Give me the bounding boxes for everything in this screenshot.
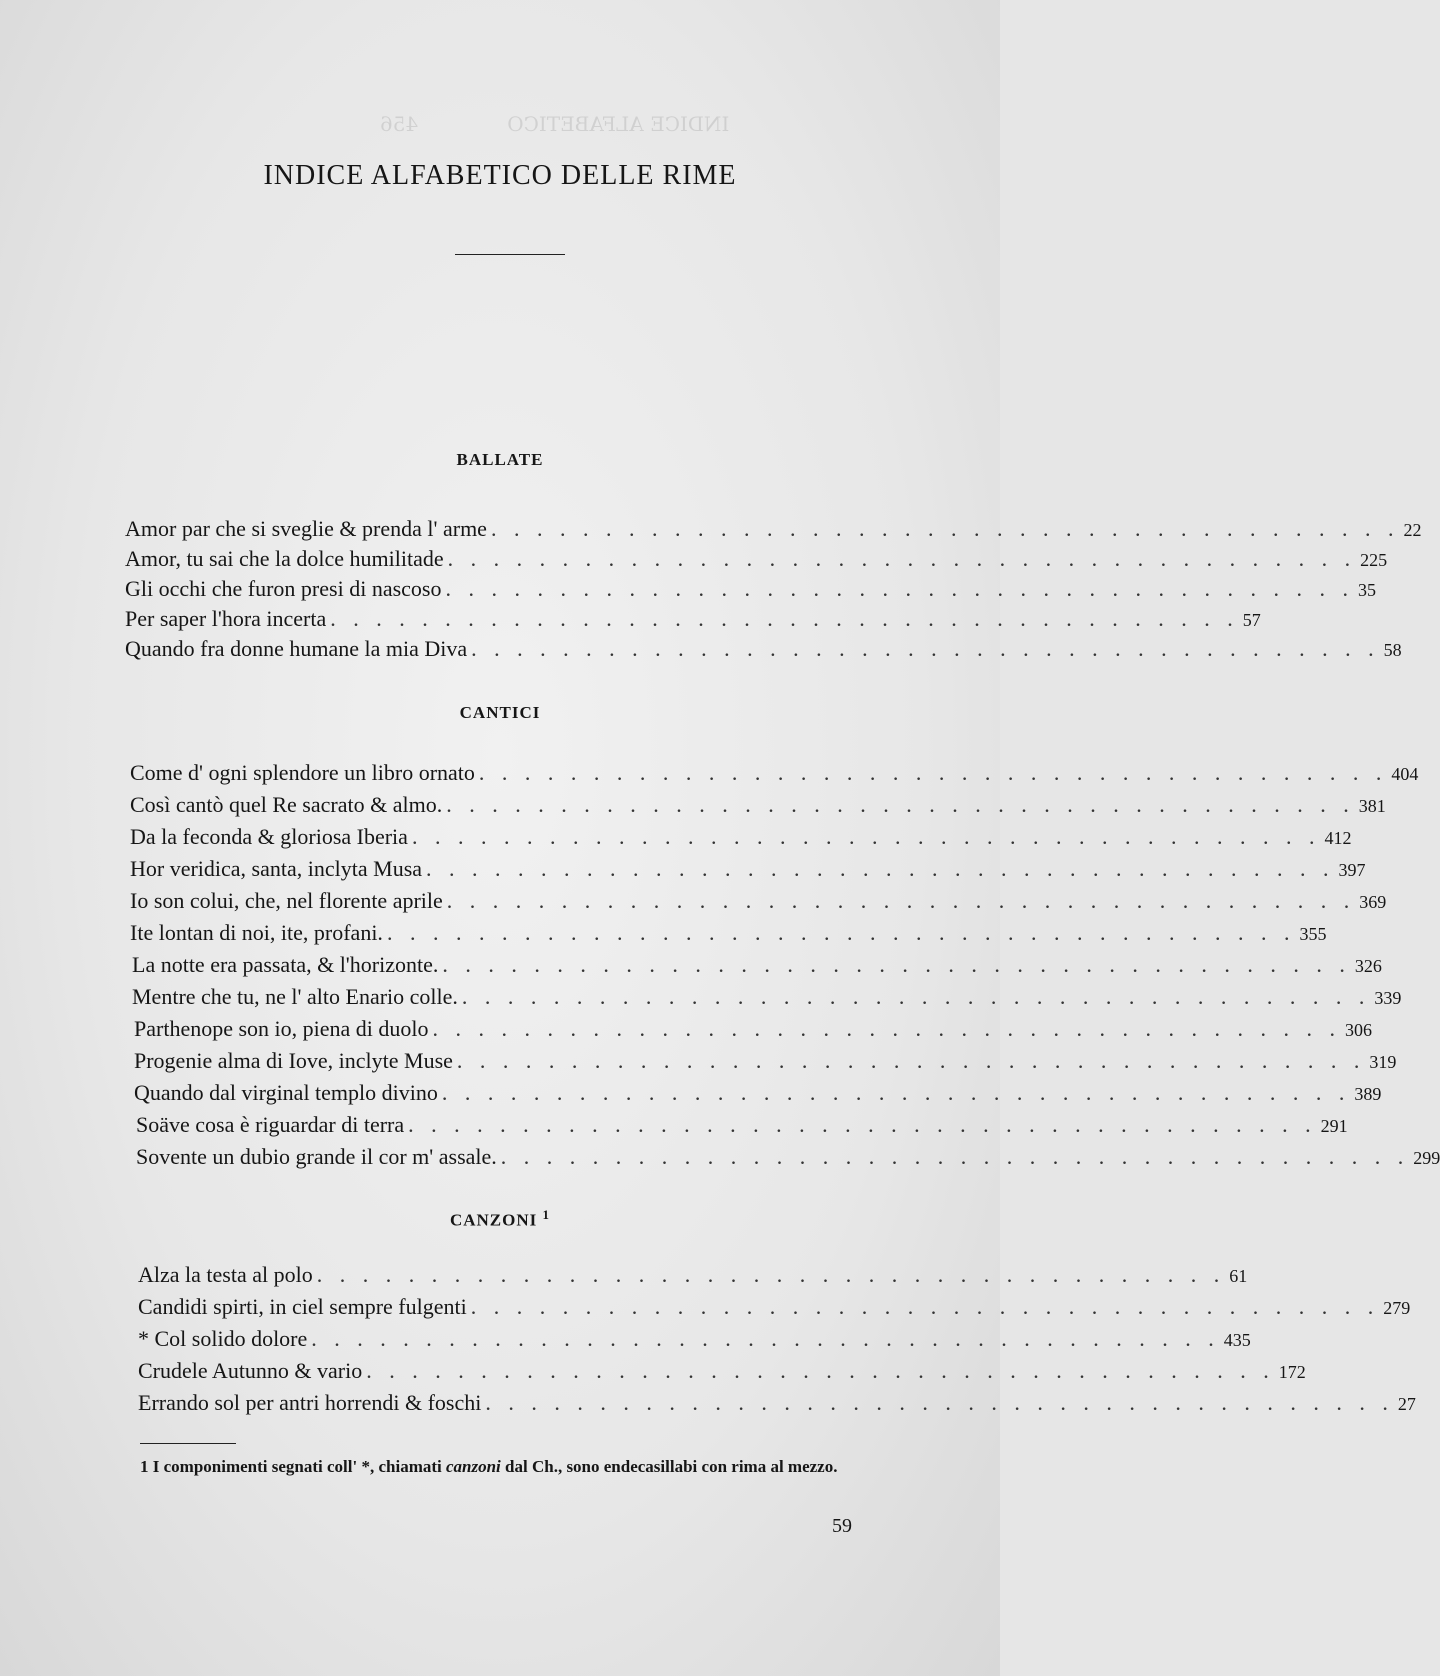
section-heading-cantici: CANTICI <box>459 703 541 722</box>
dot-leader: . . . . . . . . . . . . . . . . . . . . . . . . . . . . . . . . . . . . . . . . <box>445 576 1354 601</box>
index-entry <box>134 1016 1373 1042</box>
dot-leader: . . . . . . . . . . . . . . . . . . . . . . . . . . . . . . . . . . . . . . . . <box>461 984 1371 1009</box>
dot-leader: . . . . . . . . . . . . . . . . . . . . . . . . . . . . . . . . . . . . . . . . <box>446 792 1355 817</box>
page-title: INDICE ALFABETICO DELLE RIME <box>263 160 737 191</box>
entry-title: Errando sol per antri horrendi & foschi <box>138 1390 482 1415</box>
section-heading-canzoni <box>0 1207 1000 1231</box>
index-entry <box>125 546 1388 572</box>
dot-leader: . . . . . . . . . . . . . . . . . . . . . . . . . . . . . . . . . . . . . . . . <box>447 546 1357 571</box>
index-entry <box>138 1390 1416 1416</box>
entry-page: 57 <box>1242 610 1261 630</box>
entry-title: Hor veridica, santa, inclyta Musa <box>130 856 423 881</box>
entry-title: Alza la testa al polo <box>138 1262 313 1287</box>
entry-page: 27 <box>1397 1394 1416 1414</box>
entry-page: 355 <box>1299 924 1327 944</box>
entry-title: Gli occhi che furon presi di nascoso <box>125 576 442 601</box>
footnote-text-after: dal Ch., sono endecasillabi con rima al mezzo. <box>505 1457 838 1476</box>
entry-page: 326 <box>1354 956 1382 976</box>
footnote-rule <box>140 1443 236 1444</box>
footnote-marker: 1 <box>542 1207 551 1222</box>
index-entry <box>130 920 1327 946</box>
dot-leader: . . . . . . . . . . . . . . . . . . . . . . . . . . . . . . . . . . . . . . . . <box>470 1294 1380 1319</box>
entry-title: Così cantò quel Re sacrato & almo. <box>130 792 443 817</box>
dot-leader: . . . . . . . . . . . . . . . . . . . . . . . . . . . . . . . . . . . . . . . . <box>426 856 1335 881</box>
entry-title: Mentre che tu, ne l' alto Enario colle. <box>132 984 458 1009</box>
entry-title: Quando fra donne humane la mia Diva <box>125 636 468 661</box>
dot-leader: . . . . . . . . . . . . . . . . . . . . . . . . . . . . . . . . . . . . . . . . <box>408 1112 1317 1137</box>
entry-title: Soäve cosa è riguardar di terra <box>136 1112 405 1137</box>
entry-page: 225 <box>1360 550 1388 570</box>
entry-title: Come d' ogni splendore un libro ornato <box>130 760 475 785</box>
index-entry <box>130 856 1366 882</box>
page-number: 59 <box>832 1515 852 1537</box>
entry-title: Io son colui, che, nel florente aprile <box>130 888 443 913</box>
index-entry <box>132 952 1382 978</box>
dot-leader: . . . . . . . . . . . . . . . . . . . . . . . . . . . . . . . . . . . . . . . . <box>500 1144 1410 1169</box>
index-entry <box>136 1112 1348 1138</box>
footnote-italic-term: canzoni <box>445 1457 501 1476</box>
index-entry <box>132 984 1402 1010</box>
entry-page: 404 <box>1391 764 1419 784</box>
dot-leader: . . . . . . . . . . . . . . . . . . . . . . . . . . . . . . . . . . . . . . . . <box>432 1016 1342 1041</box>
entry-title: Da la feconda & gloriosa Iberia <box>130 824 408 849</box>
entry-page: 369 <box>1359 892 1387 912</box>
index-entry <box>138 1294 1411 1320</box>
entry-page: 279 <box>1383 1298 1411 1318</box>
entry-page: 381 <box>1358 796 1386 816</box>
index-entry <box>138 1262 1248 1288</box>
entry-page: 319 <box>1369 1052 1397 1072</box>
section-heading-text: CANZONI <box>449 1210 538 1230</box>
index-entry <box>130 792 1386 818</box>
entry-page: 389 <box>1354 1084 1382 1104</box>
entry-page: 435 <box>1223 1330 1251 1350</box>
footnote <box>140 1452 920 1482</box>
entry-title: Sovente un dubio grande il cor m' assale. <box>136 1144 497 1169</box>
bleed-through: INDICE ALFABETICO 456 <box>380 112 730 136</box>
dot-leader: . . . . . . . . . . . . . . . . . . . . . . . . . . . . . . . . . . . . . . . . <box>386 920 1296 945</box>
entry-title: Ite lontan di noi, ite, profani. <box>130 920 383 945</box>
entry-title: Crudele Autunno & vario <box>138 1358 363 1383</box>
entry-title: Progenie alma di Iove, inclyte Muse <box>134 1048 453 1073</box>
footnote-text-before: I componimenti segnati coll' *, chiamati <box>152 1457 442 1476</box>
entry-page: 35 <box>1357 580 1376 600</box>
footnote-number: 1 <box>140 1457 149 1476</box>
entry-title: La notte era passata, & l'horizonte. <box>132 952 439 977</box>
dot-leader: . . . . . . . . . . . . . . . . . . . . . . . . . . . . . . . . . . . . . . . . <box>456 1048 1366 1073</box>
dot-leader: . . . . . . . . . . . . . . . . . . . . . . . . . . . . . . . . . . . . . . . . <box>441 1080 1351 1105</box>
dot-leader: . . . . . . . . . . . . . . . . . . . . . . . . . . . . . . . . . . . . . . . . <box>316 1262 1226 1287</box>
index-entry <box>138 1326 1251 1352</box>
index-entry <box>130 888 1387 914</box>
dot-leader: . . . . . . . . . . . . . . . . . . . . . . . . . . . . . . . . . . . . . . . . <box>442 952 1351 977</box>
index-entry <box>130 760 1419 786</box>
index-entry <box>125 516 1422 542</box>
index-entry <box>125 606 1261 632</box>
entry-title: Parthenope son io, piena di duolo <box>134 1016 429 1041</box>
index-entry <box>134 1048 1397 1074</box>
section-heading-ballate: BALLATE <box>456 450 544 469</box>
entry-title: Quando dal virginal templo divino <box>134 1080 438 1105</box>
entry-page: 22 <box>1403 520 1422 540</box>
entry-page: 61 <box>1229 1266 1248 1286</box>
entry-title: Per saper l'hora incerta <box>125 606 327 631</box>
entry-title: * Col solido dolore <box>138 1326 308 1351</box>
index-entry <box>125 636 1402 662</box>
entry-page: 291 <box>1320 1116 1348 1136</box>
dot-leader: . . . . . . . . . . . . . . . . . . . . . . . . . . . . . . . . . . . . . . . . <box>485 1390 1394 1415</box>
title-rule <box>455 254 565 255</box>
entry-title: Amor, tu sai che la dolce humilitade <box>125 546 444 571</box>
dot-leader: . . . . . . . . . . . . . . . . . . . . . . . . . . . . . . . . . . . . . . . . <box>471 636 1380 661</box>
entry-page: 412 <box>1324 828 1352 848</box>
dot-leader: . . . . . . . . . . . . . . . . . . . . . . . . . . . . . . . . . . . . . . . . <box>478 760 1388 785</box>
entry-page: 299 <box>1413 1148 1440 1168</box>
dot-leader: . . . . . . . . . . . . . . . . . . . . . . . . . . . . . . . . . . . . . . . . <box>330 606 1239 631</box>
index-entry <box>134 1080 1382 1106</box>
entry-page: 306 <box>1345 1020 1373 1040</box>
index-entry <box>125 576 1376 602</box>
dot-leader: . . . . . . . . . . . . . . . . . . . . . . . . . . . . . . . . . . . . . . . . <box>446 888 1356 913</box>
entry-title: Amor par che si sveglie & prenda l' arme <box>125 516 487 541</box>
dot-leader: . . . . . . . . . . . . . . . . . . . . . . . . . . . . . . . . . . . . . . . . <box>411 824 1321 849</box>
index-entry <box>138 1358 1306 1384</box>
entry-page: 172 <box>1278 1362 1306 1382</box>
entry-page: 397 <box>1338 860 1366 880</box>
dot-leader: . . . . . . . . . . . . . . . . . . . . . . . . . . . . . . . . . . . . . . . . <box>366 1358 1275 1383</box>
dot-leader: . . . . . . . . . . . . . . . . . . . . . . . . . . . . . . . . . . . . . . . . <box>490 516 1400 541</box>
dot-leader: . . . . . . . . . . . . . . . . . . . . . . . . . . . . . . . . . . . . . . . . <box>311 1326 1220 1351</box>
entry-page: 339 <box>1374 988 1402 1008</box>
index-entry <box>130 824 1352 850</box>
entry-title: Candidi spirti, in ciel sempre fulgenti <box>138 1294 467 1319</box>
index-entry <box>136 1144 1440 1170</box>
entry-page: 58 <box>1383 640 1402 660</box>
